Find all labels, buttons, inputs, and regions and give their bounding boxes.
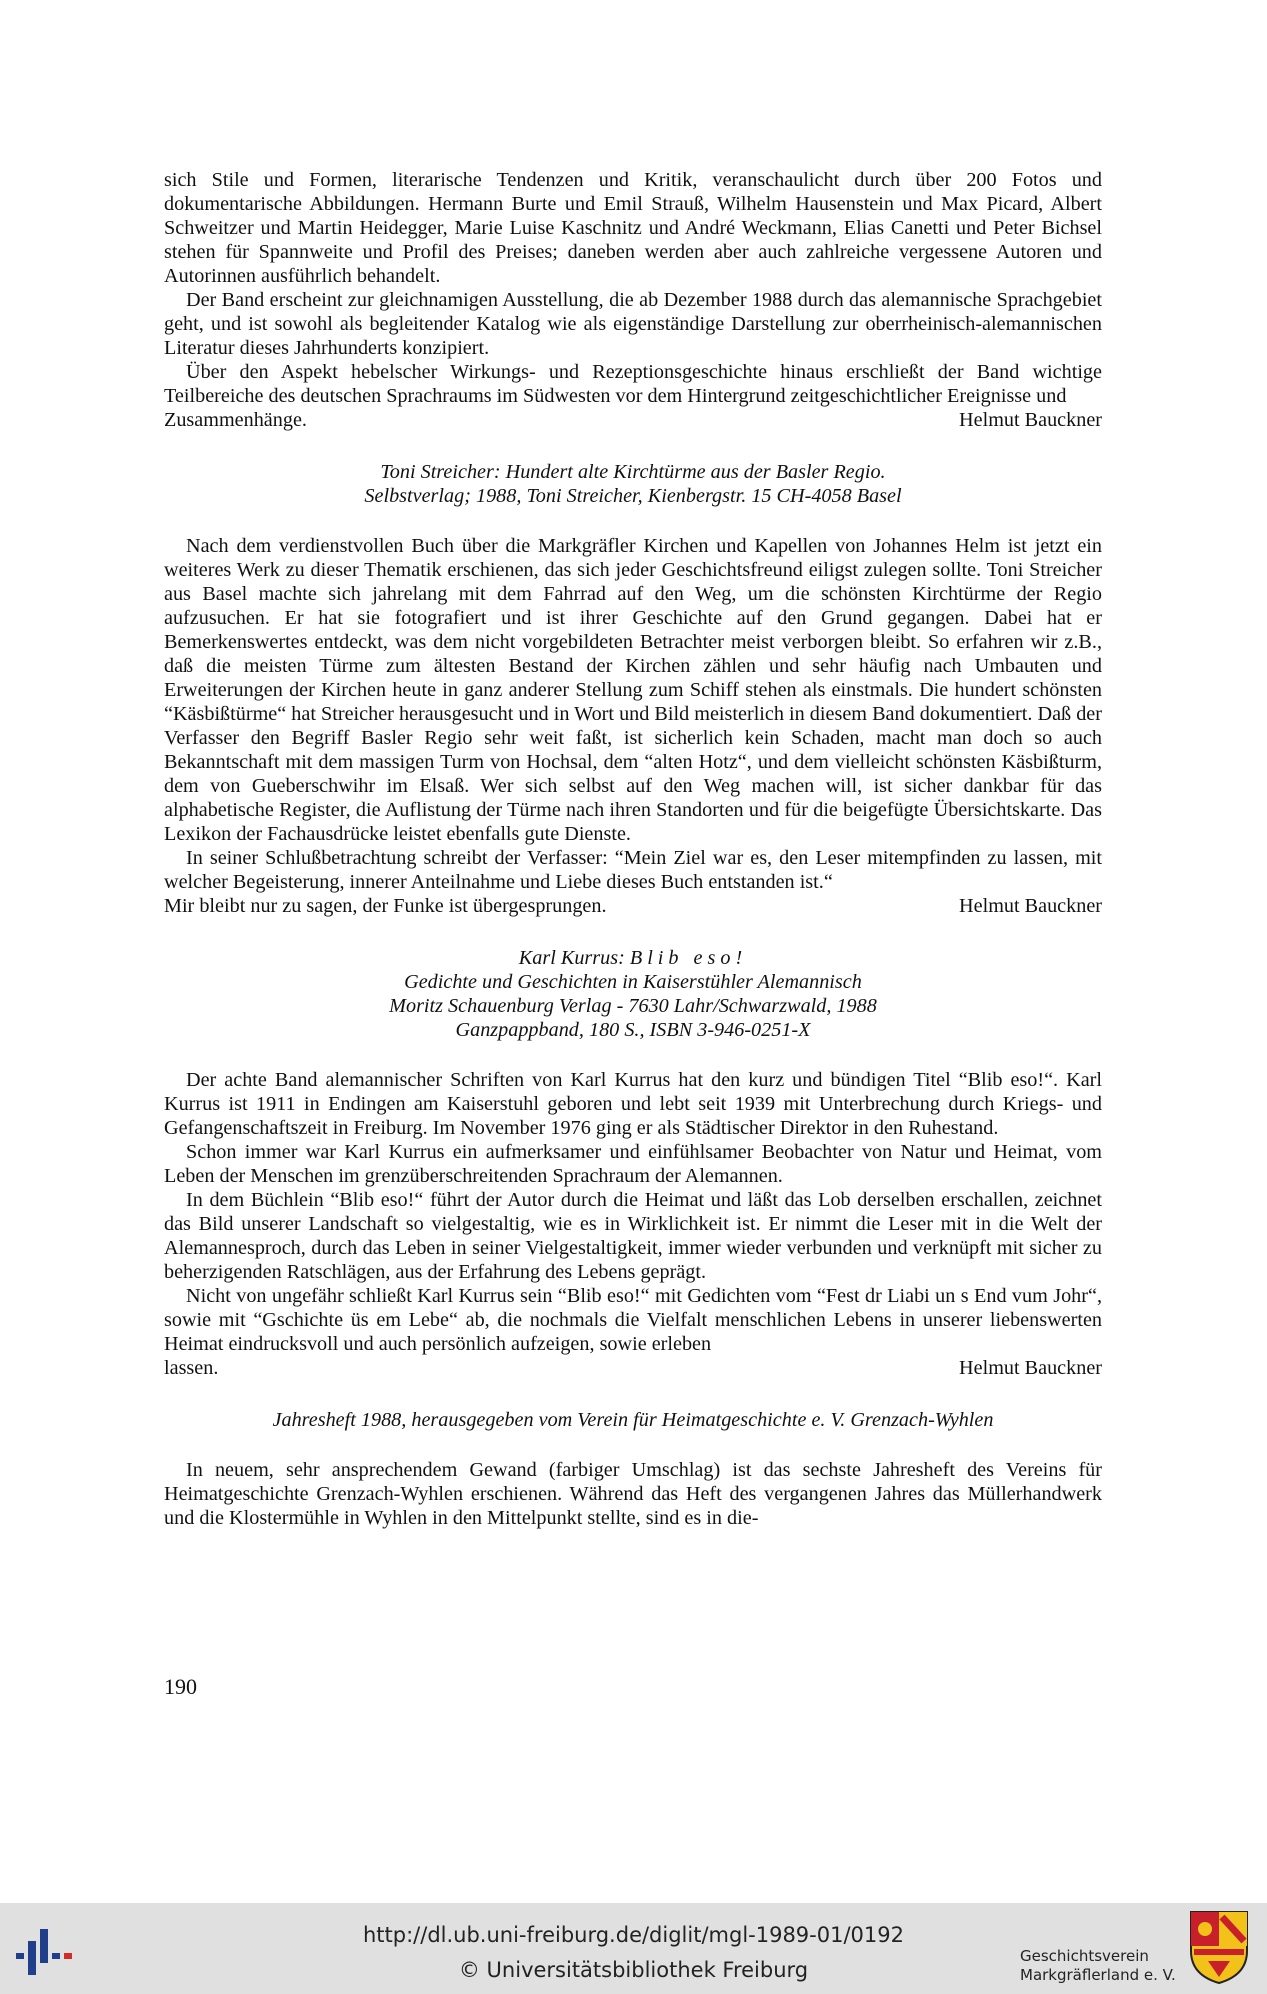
review2-heading-line-2: Selbstverlag; 1988, Toni Streicher, Kienbergstr. 15 CH-4058 Basel <box>364 485 902 507</box>
society-name <box>1020 1947 1176 1985</box>
review2-paragraph-2: In seiner Schlußbetrachtung schreibt der Verfasser: “Mein Ziel war es, den Leser mitempfinden zu lassen, mit welcher Begeisterung, innerer Anteilnahme und Liebe dieses Buch entstanden ist.“ <box>164 847 1102 893</box>
review3-heading-line-3: Moritz Schauenburg Verlag - 7630 Lahr/Schwarzwald, 1988 <box>389 995 877 1017</box>
footer-bar <box>0 1903 1267 1994</box>
coat-of-arms-icon <box>1188 1909 1250 1985</box>
review3-author: Karl Kurrus: <box>518 947 625 969</box>
copyright-text: © Universitätsbibliothek Freiburg <box>458 1958 809 1982</box>
review1-paragraph-2: Der Band erscheint zur gleichnamigen Ausstellung, die ab Dezember 1988 durch das alemannische Sprachgebiet geht, und ist sowohl als begleitender Katalog wie als eigenständige Darstellung zur oberrheinisch-alemannischen Literatur dieses Jahrhunderts konzipiert. <box>164 289 1102 359</box>
review3-heading-line-4: Ganzpappband, 180 S., ISBN 3-946-0251-X <box>455 1019 811 1041</box>
review2-heading-line-1: Toni Streicher: Hundert alte Kirchtürme aus der Basler Regio. <box>380 461 886 483</box>
review2-paragraph-1: Nach dem verdienstvollen Buch über die Markgräfler Kirchen und Kapellen von Johannes Helm ist jetzt ein weiteres Werk zu dieser Thematik erschienen, das sich jeder Geschichtsfreund eiligst zulegen sollte. Toni Streicher aus Basel machte sich jahrelang mit dem Fahrrad auf den Weg, um die schönsten Kirchtürme der Regio aufzusuchen. Er hat sie fotografiert und ist ihrer Geschichte auf den Grund gegangen. Dabei hat er Bemerkenswertes entdeckt, was dem nicht vorgebildeten Betrachter meist verborgen bleibt. So erfahren wir z.B., daß die meisten Türme zum ältesten Bestand der Kirchen zählen und sehr häufig nach Umbauten und Erweiterungen der Kirchen heute in ganz anderer Stellung zum Schiff stehen als einstmals. Die hundert schönsten “Käsbißtürme“ hat Streicher herausgesucht und in Wort und Bild meisterlich in diesem Band dokumentiert. Daß der Verfasser den Begriff Basler Regio sehr weit faßt, ist sicherlich kein Schaden, macht man doch so auch Bekanntschaft mit dem massigen Turm von Hochsal, dem “alten Hotz“, und dem vielleicht schönsten Käsbißturm, dem von Gueberschwihr im Elsaß. Wer sich selbst auf den Weg machen will, ist sicher dankbar für das alphabetische Register, die Auflistung der Türme nach ihren Standorten und für die beigefügte Übersichtskarte. Das Lexikon der Fachausdrücke leistet ebenfalls gute Dienste. <box>164 535 1102 845</box>
review3-title: Blib eso! <box>629 947 748 969</box>
review3-paragraph-3: In dem Büchlein “Blib eso!“ führt der Autor durch die Heimat und läßt das Lob derselben erschallen, zeichnet das Bild unserer Landschaft so vielgestaltig, wie es in Wirklichkeit ist. Er nimmt die Leser mit in die Welt der Alemannesproch, durch das Leben in seiner Vielgestaltigkeit, immer wieder verbunden und verknüpft mit sicher zu beherzigenden Ratschlägen, aus der Erfahrung des Lebens geprägt. <box>164 1189 1102 1283</box>
review1-signature: Helmut Bauckner <box>959 409 1102 431</box>
review3-signature: Helmut Bauckner <box>959 1357 1102 1379</box>
source-url-link[interactable]: http://dl.ub.uni-freiburg.de/diglit/mgl-1989-01/0192 <box>362 1923 904 1947</box>
review2-signature-line <box>164 894 1102 918</box>
review3-paragraph-2: Schon immer war Karl Kurrus ein aufmerksamer und einfühlsamer Beobachter von Natur und Heimat, vom Leben der Menschen im grenzüberschreitenden Sprachraum der Alemannen. <box>164 1141 1102 1187</box>
review4-paragraph-1: In neuem, sehr ansprechendem Gewand (farbiger Umschlag) ist das sechste Jahresheft des Vereins für Heimatgeschichte Grenzach-Wyhlen erschienen. Während das Heft des vergangenen Jahres das Müllerhandwerk und die Klostermühle in Wyhlen in den Mittelpunkt stellte, sind es in die- <box>164 1459 1102 1529</box>
review2-paragraph-2-last: Mir bleibt nur zu sagen, der Funke ist übergesprungen. <box>164 895 607 917</box>
society-line-2: Markgräflerland e. V. <box>1020 1966 1176 1984</box>
page-number: 190 <box>164 1674 197 1699</box>
review2-signature: Helmut Bauckner <box>959 895 1102 917</box>
review3-signature-line <box>164 1356 1102 1380</box>
review3-paragraph-1: Der achte Band alemannischer Schriften von Karl Kurrus hat den kurz und bündigen Titel “Blib eso!“. Karl Kurrus ist 1911 in Endingen am Kaiserstuhl geboren und lebt seit 1939 mit Unterbrechung durch Kriegs- und Gefangenschaftszeit in Freiburg. Im November 1976 ging er als Städtischer Direktor in den Ruhestand. <box>164 1069 1102 1139</box>
review1-paragraph-3-last: Zusammenhänge. <box>164 409 307 431</box>
review3-heading-line-2: Gedichte und Geschichten in Kaiserstühler Alemannisch <box>404 971 862 993</box>
review1-paragraph-3 <box>164 360 1102 408</box>
society-line-1: Geschichtsverein <box>1020 1947 1149 1965</box>
review3-paragraph-4: Nicht von ungefähr schließt Karl Kurrus sein “Blib eso!“ mit Gedichten vom “Fest dr Liabi un s End vum Johr“, sowie mit “Gschichte üs em Lebe“ ab, die nochmals die Vielfalt menschlichen Lebens in unserer liebenswerten Heimat eindrucksvoll und auch persönlich aufzeigen, sowie erleben <box>164 1285 1102 1355</box>
review3-heading-line-1 <box>164 946 1102 970</box>
page-body <box>164 168 1102 1530</box>
review4-heading: Jahresheft 1988, herausgegeben vom Verein für Heimatgeschichte e. V. Grenzach-Wyhlen <box>272 1409 994 1431</box>
review1-paragraph-3-text: Über den Aspekt hebelscher Wirkungs- und Rezeptionsgeschichte hinaus erschließt der Band wichtige Teilbereiche des deutschen Sprachraums im Südwesten vor dem Hintergrund zeitgeschichtlicher Ereignisse und <box>164 361 1102 407</box>
review1-signature-line <box>164 408 1102 432</box>
review1-paragraph-1: sich Stile und Formen, literarische Tendenzen und Kritik, veranschaulicht durch über 200 Fotos und dokumentarische Abbildungen. Hermann Burte und Emil Strauß, Wilhelm Hausenstein und Max Picard, Albert Schweitzer und Martin Heidegger, Marie Luise Kaschnitz und André Weckmann, Elias Canetti und Peter Bichsel stehen für Spannweite und Profil des Preises; daneben werden aber auch zahlreiche vergessene Autoren und Autorinnen ausführlich behandelt. <box>164 169 1102 287</box>
review3-paragraph-4-last: lassen. <box>164 1357 219 1379</box>
